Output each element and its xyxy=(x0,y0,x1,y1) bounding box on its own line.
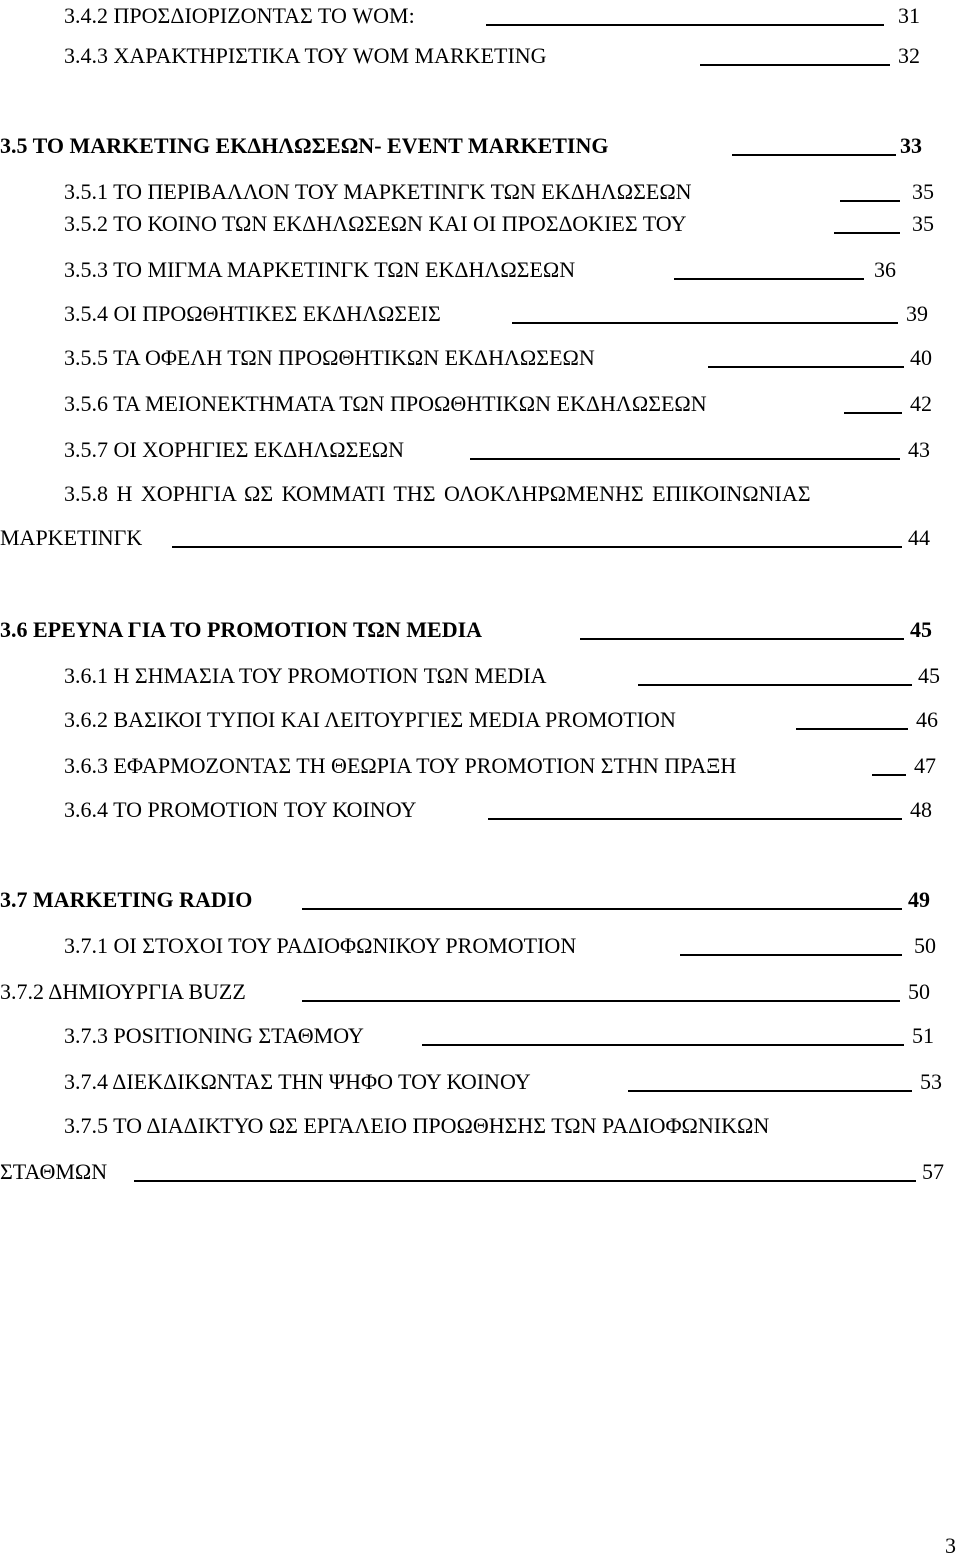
toc-entry[interactable] xyxy=(0,1110,960,1142)
toc-leader-line xyxy=(302,908,902,910)
toc-entry-page: 44 xyxy=(908,525,930,550)
toc-entry-page: 40 xyxy=(910,345,932,370)
toc-entry-title: 3.5 ΤΟ MARKETING ΕΚΔΗΛΩΣΕΩΝ- EVENT MARKETING xyxy=(0,133,609,158)
toc-entry-page: 42 xyxy=(910,391,932,416)
toc-leader-line xyxy=(732,154,896,156)
toc-entry-page: 50 xyxy=(914,933,936,958)
toc-leader-line xyxy=(680,954,902,956)
toc-entry[interactable] xyxy=(0,750,960,782)
toc-section-entry[interactable] xyxy=(0,614,960,646)
toc-entry-title: 3.6.4 ΤΟ PROMOTION ΤΟΥ ΚΟΙΝΟΥ xyxy=(64,797,417,822)
toc-entry[interactable] xyxy=(0,40,960,72)
toc-entry-page: 51 xyxy=(912,1023,934,1048)
toc-entry-page: 45 xyxy=(910,617,932,642)
toc-entry-page: 49 xyxy=(908,887,930,912)
toc-leader-line xyxy=(488,818,902,820)
toc-entry-title: 3.4.3 ΧΑΡΑΚΤΗΡΙΣΤΙΚΑ ΤΟΥ WOM MARKETING xyxy=(64,43,547,68)
toc-entry-page: 53 xyxy=(920,1069,942,1094)
toc-leader-line xyxy=(674,278,864,280)
toc-leader-line xyxy=(512,322,898,324)
toc-entry-page: 35 xyxy=(912,179,934,204)
toc-leader-line xyxy=(840,200,900,202)
toc-entry-page: 32 xyxy=(898,43,920,68)
toc-entry-continuation[interactable] xyxy=(0,1156,960,1188)
toc-entry-page: 45 xyxy=(918,663,940,688)
toc-entry-page: 50 xyxy=(908,979,930,1004)
toc-entry[interactable] xyxy=(0,434,960,466)
toc-entry-page: 43 xyxy=(908,437,930,462)
toc-leader-line xyxy=(172,546,902,548)
toc-entry[interactable] xyxy=(0,704,960,736)
toc-entry-title: 3.7 MARKETING RADIO xyxy=(0,887,253,912)
toc-entry-title: 3.5.3 ΤΟ ΜΙΓΜΑ ΜΑΡΚΕΤΙΝΓΚ ΤΩΝ ΕΚΔΗΛΩΣΕΩΝ xyxy=(64,257,576,282)
toc-leader-line xyxy=(872,774,906,776)
toc-leader-line xyxy=(638,684,912,686)
toc-leader-line xyxy=(844,412,902,414)
toc-leader-line xyxy=(834,232,900,234)
toc-entry[interactable] xyxy=(0,1066,960,1098)
toc-leader-line xyxy=(700,64,890,66)
toc-entry-page: 46 xyxy=(916,707,938,732)
toc-entry-title: 3.6.2 ΒΑΣΙΚΟΙ ΤΥΠΟΙ ΚΑΙ ΛΕΙΤΟΥΡΓΙΕΣ MEDIA PROMOTION xyxy=(64,707,676,732)
toc-entry[interactable] xyxy=(0,254,960,286)
toc-entry[interactable] xyxy=(0,0,960,32)
toc-leader-line xyxy=(134,1180,916,1182)
toc-entry[interactable] xyxy=(0,478,960,510)
toc-entry-title: 3.5.1 ΤΟ ΠΕΡΙΒΑΛΛΟΝ ΤΟΥ ΜΑΡΚΕΤΙΝΓΚ ΤΩΝ ΕΚΔΗΛΩΣΕΩΝ xyxy=(64,179,692,204)
toc-entry-title: 3.5.8 Η ΧΟΡΗΓΙΑ ΩΣ ΚΟΜΜΑΤΙ ΤΗΣ ΟΛΟΚΛΗΡΩΜΕΝΗΣ ΕΠΙΚΟΙΝΩΝΙΑΣ xyxy=(64,481,811,506)
toc-entry-title: 3.6.3 ΕΦΑΡΜΟΖΟΝΤΑΣ ΤΗ ΘΕΩΡΙΑ ΤΟΥ PROMOTION ΣΤΗΝ ΠΡΑΞΗ xyxy=(64,753,737,778)
toc-entry-title: 3.5.5 ΤΑ ΟΦΕΛΗ ΤΩΝ ΠΡΟΩΘΗΤΙΚΩΝ ΕΚΔΗΛΩΣΕΩΝ xyxy=(64,345,595,370)
toc-leader-line xyxy=(796,728,908,730)
toc-entry[interactable] xyxy=(0,208,960,240)
toc-entry-title: 3.7.5 ΤΟ ΔΙΑΔΙΚΤΥΟ ΩΣ ΕΡΓΑΛΕΙΟ ΠΡΟΩΘΗΣΗΣ ΤΩΝ ΡΑΔΙΟΦΩΝΙΚΩΝ xyxy=(64,1113,770,1138)
toc-entry-page: 36 xyxy=(874,257,896,282)
toc-leader-line xyxy=(422,1044,904,1046)
toc-entry-title: 3.7.3 POSITIONING ΣΤΑΘΜΟΥ xyxy=(64,1023,364,1048)
toc-entry-page: 48 xyxy=(910,797,932,822)
toc-entry[interactable] xyxy=(0,660,960,692)
toc-entry[interactable] xyxy=(0,930,960,962)
toc-entry-title: 3.5.7 ΟΙ ΧΟΡΗΓΙΕΣ ΕΚΔΗΛΩΣΕΩΝ xyxy=(64,437,405,462)
toc-entry-continuation[interactable] xyxy=(0,522,960,554)
toc-leader-line xyxy=(302,1000,900,1002)
toc-entry-page: 31 xyxy=(898,3,920,28)
toc-entry-page: 47 xyxy=(914,753,936,778)
toc-entry-title: ΜΑΡΚΕΤΙΝΓΚ xyxy=(0,525,143,550)
toc-entry-title: 3.5.4 ΟΙ ΠΡΟΩΘΗΤΙΚΕΣ ΕΚΔΗΛΩΣΕΙΣ xyxy=(64,301,441,326)
toc-section-entry[interactable] xyxy=(0,130,960,162)
toc-entry-title: 3.7.1 ΟΙ ΣΤΟΧΟΙ ΤΟΥ ΡΑΔΙΟΦΩΝΙΚΟΥ PROMOTION xyxy=(64,933,577,958)
toc-section-entry[interactable] xyxy=(0,884,960,916)
toc-entry[interactable] xyxy=(0,342,960,374)
toc-leader-line xyxy=(708,366,904,368)
toc-leader-line xyxy=(470,458,900,460)
toc-entry[interactable] xyxy=(0,176,960,208)
toc-entry[interactable] xyxy=(0,976,960,1008)
toc-entry[interactable] xyxy=(0,1020,960,1052)
toc-entry-page: 35 xyxy=(912,211,934,236)
toc-entry-title: 3.6.1 Η ΣΗΜΑΣΙΑ ΤΟΥ PROMOTION ΤΩΝ MEDIA xyxy=(64,663,547,688)
toc-leader-line xyxy=(580,638,904,640)
toc-leader-line xyxy=(486,24,884,26)
toc-entry[interactable] xyxy=(0,794,960,826)
toc-entry[interactable] xyxy=(0,388,960,420)
toc-entry-title: ΣΤΑΘΜΩΝ xyxy=(0,1159,108,1184)
toc-entry-page: 39 xyxy=(906,301,928,326)
toc-entry-page: 57 xyxy=(922,1159,944,1184)
toc-leader-line xyxy=(628,1090,912,1092)
toc-entry[interactable] xyxy=(0,298,960,330)
toc-entry-title: 3.5.2 ΤΟ ΚΟΙΝΟ ΤΩΝ ΕΚΔΗΛΩΣΕΩΝ ΚΑΙ ΟΙ ΠΡΟΣΔΟΚΙΕΣ ΤΟΥ xyxy=(64,211,687,236)
toc-entry-title: 3.7.4 ΔΙΕΚΔΙΚΩΝΤΑΣ ΤΗΝ ΨΗΦΟ ΤΟΥ ΚΟΙΝΟΥ xyxy=(64,1069,531,1094)
toc-entry-title: 3.7.2 ΔΗΜΙΟΥΡΓΙΑ BUZZ xyxy=(0,979,246,1004)
toc-entry-title: 3.6 ΕΡΕΥΝΑ ΓΙΑ ΤΟ PROMOTION ΤΩΝ MEDIA xyxy=(0,617,483,642)
page-number: 3 xyxy=(945,1533,956,1558)
toc-entry-title: 3.4.2 ΠΡΟΣΔΙΟΡΙΖΟΝΤΑΣ ΤΟ WOM: xyxy=(64,3,415,28)
toc-entry-title: 3.5.6 ΤΑ ΜΕΙΟΝΕΚΤΗΜΑΤΑ ΤΩΝ ΠΡΟΩΘΗΤΙΚΩΝ ΕΚΔΗΛΩΣΕΩΝ xyxy=(64,391,707,416)
toc-entry-page: 33 xyxy=(900,133,922,158)
